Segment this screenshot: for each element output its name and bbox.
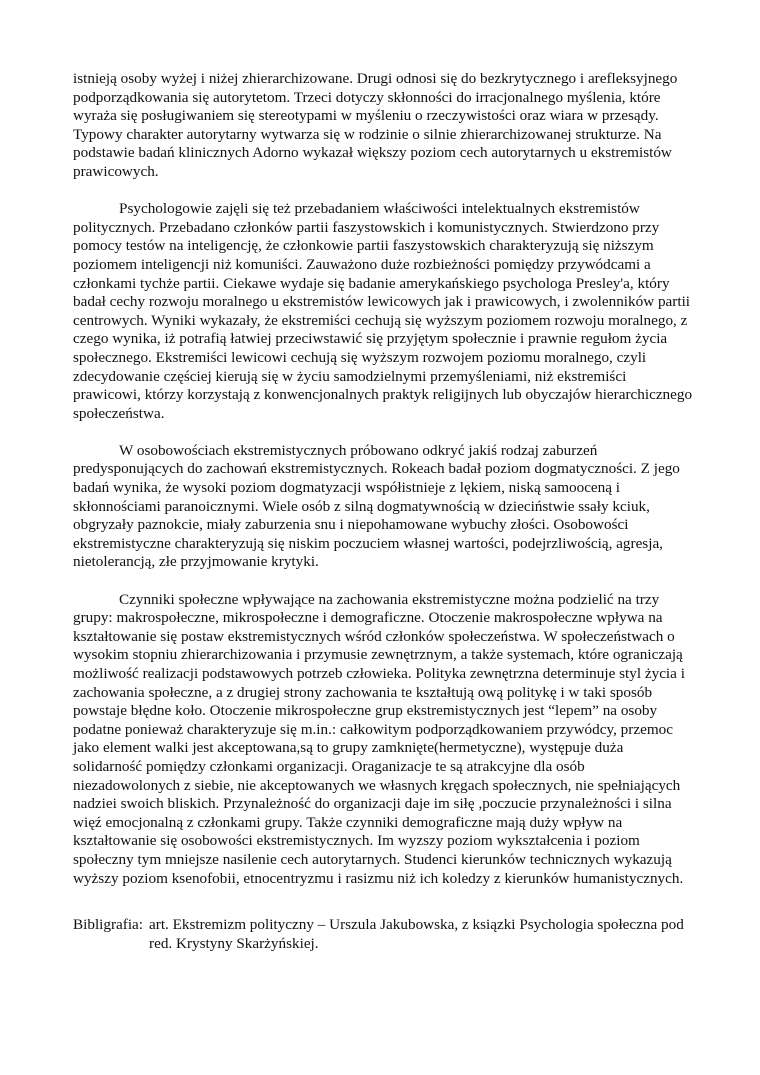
document-page	[73, 70, 693, 953]
bibliography-label: Bibligrafia:	[73, 916, 144, 934]
bibliography	[73, 916, 693, 953]
bibliography-entry	[149, 916, 693, 953]
bibliography-line-1: art. Ekstremizm polityczny – Urszula Jakubowska, z ksiązki Psychologia społeczna pod	[149, 916, 684, 934]
paragraph-2: Psychologowie zajęli się też przebadaniem właściwości intelektualnych ekstremistów politycznych. Przebadano członków partii faszystowskich i komunistycznych. Stwierdzono przy pomocy testów na inteligencję, że członkowie partii faszystowskich charakteryzują się niższym poziomem inteligencji niż komuniści. Zauważono duże rozbieżności pomiędzy przywódcami a członkami tychże partii. Ciekawe wydaje się badanie amerykańskiego psychologa Presley'a, który badał cechy rozwoju moralnego u ekstremistów lewicowych jak i prawicowych, i zwolenników partii centrowych. Wyniki wykazały, że ekstremiści cechują się wyższym poziomem rozwoju moralnego, z czego wynika, iż potrafią łatwiej przeciwstawić się przyjętym społecznie i prawnie regułom życia społecznego. Ekstremiści lewicowi cechują się wyższym rozwojem poziomu moralnego, czyli zdecydowanie częściej kierują się w życiu samodzielnymi przemyśleniami, niż ekstremiści prawicowi, którzy korzystają z konwencjonalnych praktyk religijnych lub obyczajów hierarchicznego społeczeństwa.	[73, 200, 693, 422]
paragraph-3: W osobowościach ekstremistycznych próbowano odkryć jakiś rodzaj zaburzeń predysponujących do zachowań ekstremistycznych. Rokeach badał poziom dogmatyczności. Z jego badań wynika, że wysoki poziom dogmatyzacji współistnieje z lękiem, niską samooceną i skłonnościami paranoicznymi. Wiele osób z silną dogmatywnością w dzieciństwie ssały kciuk, obgryzały paznokcie, miały zaburzenia snu i niepohamowane wybuchy złości. Osobowości ekstremistyczne charakteryzują się niskim poczuciem własnej wartości, podejrzliwością, agresja, nietolerancją, złe przyjmowanie krytyki.	[73, 441, 680, 571]
paragraph-1: istnieją osoby wyżej i niżej zhierarchizowane. Drugi odnosi się do bezkrytycznego i arefleksyjnego podporządkowania się autorytetom. Trzeci dotyczy skłonności do irracjonalnego myślenia, które wyraża się posługiwaniem się stereotypami w myśleniu o rzeczywistości oraz wiara w przesądy. Typowy charakter autorytarny wytwarza się w rodzinie o silnie zhierarchizowanej strukturze. Na podstawie badań klinicznych Adorno wykazał większy poziom cech autorytarnych u ekstremistów prawicowych.	[73, 70, 678, 180]
bibliography-line-2: red. Krystyny Skarżyńskiej.	[149, 934, 319, 952]
paragraph-4: Czynniki społeczne wpływające na zachowania ekstremistyczne można podzielić na trzy grupy: makrospołeczne, mikrospołeczne i demograficzne. Otoczenie makrospołeczne wpływa na kształtowanie się postaw ekstremistycznych wśród członków społeczeństwa. W społeczeństwach o wysokim stopniu zhierarchizowania i przymusie zewnętrznym, a także systemach, które ograniczają możliwość realizacji podstawowych potrzeb człowieka. Polityka zewnętrzna determinuje styl życia i zachowania społeczne, a z drugiej strony zachowania te kształtują ową politykę i w taki sposób powstaje błędne koło. Otoczenie mikrospołeczne grup ekstremistycznych jest “lepem” na osoby podatne ponieważ charakteryzuje się m.in.: całkowitym podporządkowaniem przywódcy, przemoc jako element walki jest akceptowana,są to grupy zamknięte(hermetyczne), występuje duża solidarność pomiędzy członkami organizacji. Oraganizacje te są atrakcyjne dla osób niezadowolonych z siebie, nie akceptowanych we własnych kręgach społecznych, nie spełniających nadziei swoich bliskich. Przynależność do organizacji daje im siłę ,poczucie przynależności i silna więź emocjonalną z członkami grupy. Także czynniki demograficzne mają duży wpływ na kształtowanie się osobowości ekstremistycznych. Im wyzszy poziom wykształcenia i poziom społeczny tym mniejsze nasilenie cech autorytarnych. Studenci kierunków technicznych wykazują wyższy poziom ksenofobii, etnocentryzmu i rasizmu niż ich koledzy z kierunków humanistycznych.	[73, 590, 685, 887]
